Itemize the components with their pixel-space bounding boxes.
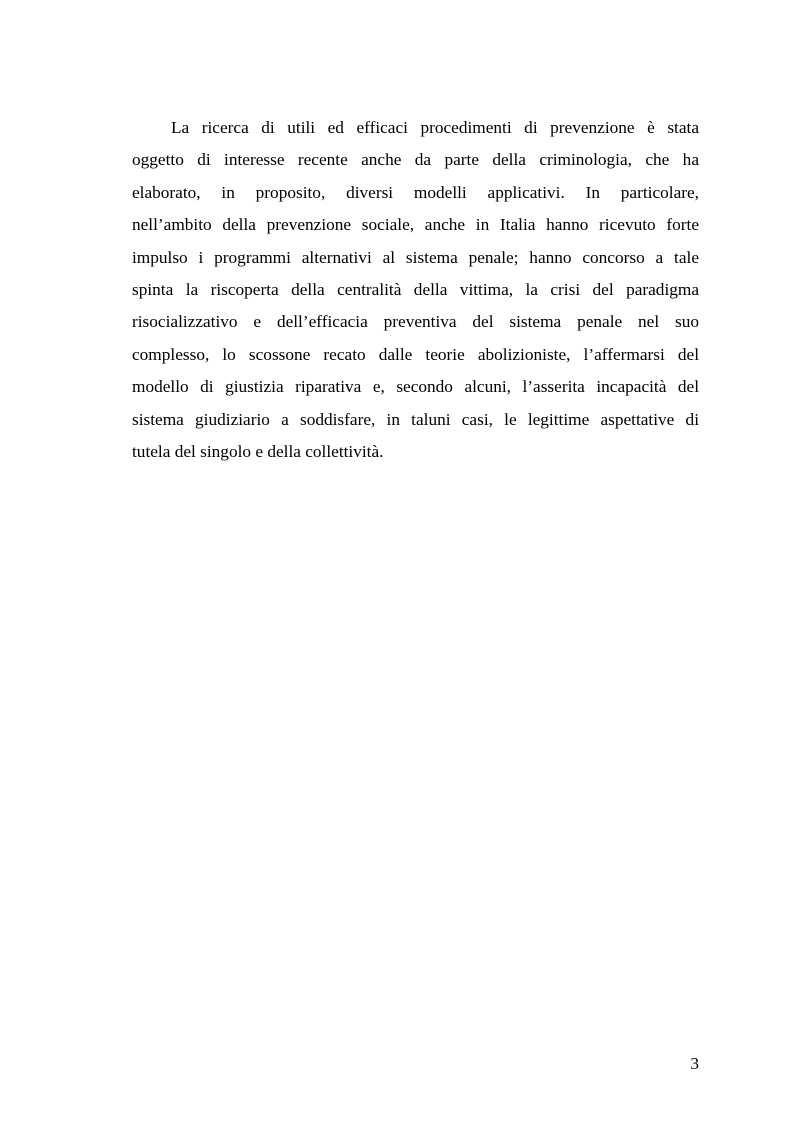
paragraph-line: sistema giudiziario a soddisfare, in taluni casi, le legittime aspettative di <box>132 409 699 429</box>
paragraph-line: risocializzativo e dell’efficacia preventiva del sistema penale nel suo <box>132 312 699 332</box>
paragraph-line: complesso, lo scossone recato dalle teorie abolizioniste, l’affermarsi del <box>132 344 699 364</box>
paragraph-line: elaborato, in proposito, diversi modelli applicativi. In particolare, <box>132 182 699 202</box>
paragraph-line: modello di giustizia riparativa e, secondo alcuni, l’asserita incapacità del <box>132 377 699 397</box>
paragraph-line: La ricerca di utili ed efficaci procedimenti di prevenzione è stata <box>171 118 699 137</box>
paragraph-line: spinta la riscoperta della centralità della vittima, la crisi del paradigma <box>132 279 699 299</box>
paragraph-line: impulso i programmi alternativi al sistema penale; hanno concorso a tale <box>132 247 699 267</box>
paragraph-line: oggetto di interesse recente anche da parte della criminologia, che ha <box>132 150 699 170</box>
page-number: 3 <box>690 1054 699 1073</box>
paragraph-line: nell’ambito della prevenzione sociale, anche in Italia hanno ricevuto forte <box>132 215 699 235</box>
paragraph-line: tutela del singolo e della collettività. <box>132 441 384 461</box>
body-paragraph <box>132 112 699 468</box>
